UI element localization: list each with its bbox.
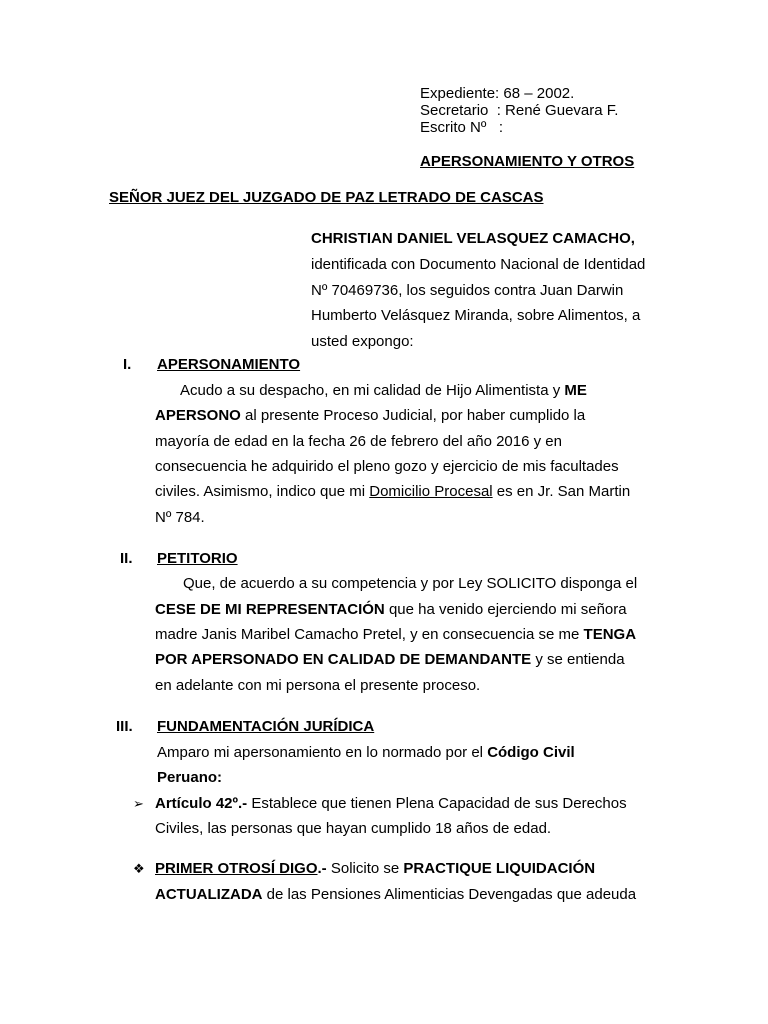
writ-number: Escrito Nº :	[420, 119, 503, 136]
section-title: APERSONAMIENTO	[157, 356, 301, 373]
domicile-link: Domicilio Procesal	[369, 483, 493, 500]
section-title: PETITORIO	[157, 550, 238, 567]
paragraph-line: mayoría de edad en la fecha 26 de febrero del año 2016 y en	[155, 433, 562, 450]
bold-span: ACTUALIZADA	[155, 886, 263, 903]
paragraph-line	[155, 860, 658, 877]
section-number: II.	[120, 550, 133, 567]
text-span: Amparo mi apersonamiento en lo normado por el	[157, 744, 484, 761]
paragraph-line: Que, de acuerdo a su competencia y por Ley SOLICITO disponga el	[183, 575, 638, 592]
article-line	[155, 795, 658, 812]
bold-span: APERSONO	[155, 407, 241, 424]
text-span: y se entienda	[535, 651, 625, 668]
text-span: Establece que tienen Plena Capacidad de sus Derechos	[251, 795, 627, 812]
bold-span: Artículo 42º.-	[155, 795, 248, 812]
case-number: Expediente: 68 – 2002.	[420, 85, 575, 102]
text-span: madre Janis Maribel Camacho Pretel, y en consecuencia se me	[155, 626, 580, 643]
text-span: civiles. Asimismo, indico que mi	[155, 483, 366, 500]
text-span: al presente Proceso Judicial, por haber cumplido la	[245, 407, 586, 424]
bold-span: ME	[564, 382, 587, 399]
intro-line-3: Humberto Velásquez Miranda, sobre Alimentos, a	[311, 307, 641, 324]
paragraph-line: en adelante con mi persona el presente proceso.	[155, 677, 481, 694]
sumilla-title: APERSONAMIENTO Y OTROS	[420, 153, 635, 170]
text-span: Solicito se	[330, 860, 400, 877]
bold-span: PRACTIQUE LIQUIDACIÓN	[403, 860, 596, 877]
bold-span: TENGA	[583, 626, 637, 643]
diamond-bullet-icon: ❖	[133, 861, 145, 876]
bold-span: CESE DE MI REPRESENTACIÓN	[155, 601, 385, 618]
bold-span: .-	[317, 860, 327, 877]
paragraph-line	[155, 626, 658, 643]
section-number: I.	[123, 356, 132, 373]
section-number: III.	[116, 718, 133, 735]
arrow-bullet-icon: ➢	[133, 796, 144, 811]
paragraph-line	[155, 886, 658, 903]
paragraph-line	[155, 651, 658, 668]
paragraph-line	[155, 601, 658, 618]
paragraph-line	[155, 407, 658, 424]
intro-line-1: identificada con Documento Nacional de Identidad	[311, 256, 646, 273]
bold-span: POR APERSONADO EN CALIDAD DE DEMANDANTE	[155, 651, 532, 668]
paragraph-line	[180, 382, 658, 399]
section-title: FUNDAMENTACIÓN JURÍDICA	[157, 718, 375, 735]
article-line: Civiles, las personas que hayan cumplido 18 años de edad.	[155, 820, 552, 837]
petitioner-name: CHRISTIAN DANIEL VELASQUEZ CAMACHO,	[311, 230, 635, 247]
bold-span: PRIMER OTROSÍ DIGO	[155, 860, 318, 877]
paragraph-line	[157, 744, 658, 761]
text-span: de las Pensiones Alimenticias Devengadas que adeuda	[266, 886, 637, 903]
paragraph-line: Nº 784.	[155, 509, 205, 526]
paragraph-line	[155, 483, 658, 500]
text-span: Acudo a su despacho, en mi calidad de Hijo Alimentista y	[180, 382, 561, 399]
paragraph-line: consecuencia he adquirido el pleno gozo y ejercicio de mis facultades	[155, 458, 619, 475]
secretary: Secretario : René Guevara F.	[420, 102, 619, 119]
paragraph-line: Peruano:	[157, 769, 223, 786]
bold-span: Código Civil	[487, 744, 575, 761]
court-address: SEÑOR JUEZ DEL JUZGADO DE PAZ LETRADO DE CASCAS	[109, 189, 544, 206]
intro-line-4: usted expongo:	[311, 333, 414, 350]
text-span: que ha venido ejerciendo mi señora	[388, 601, 627, 618]
text-span: es en Jr. San Martin	[496, 483, 631, 500]
intro-line-2: Nº 70469736, los seguidos contra Juan Darwin	[311, 282, 624, 299]
